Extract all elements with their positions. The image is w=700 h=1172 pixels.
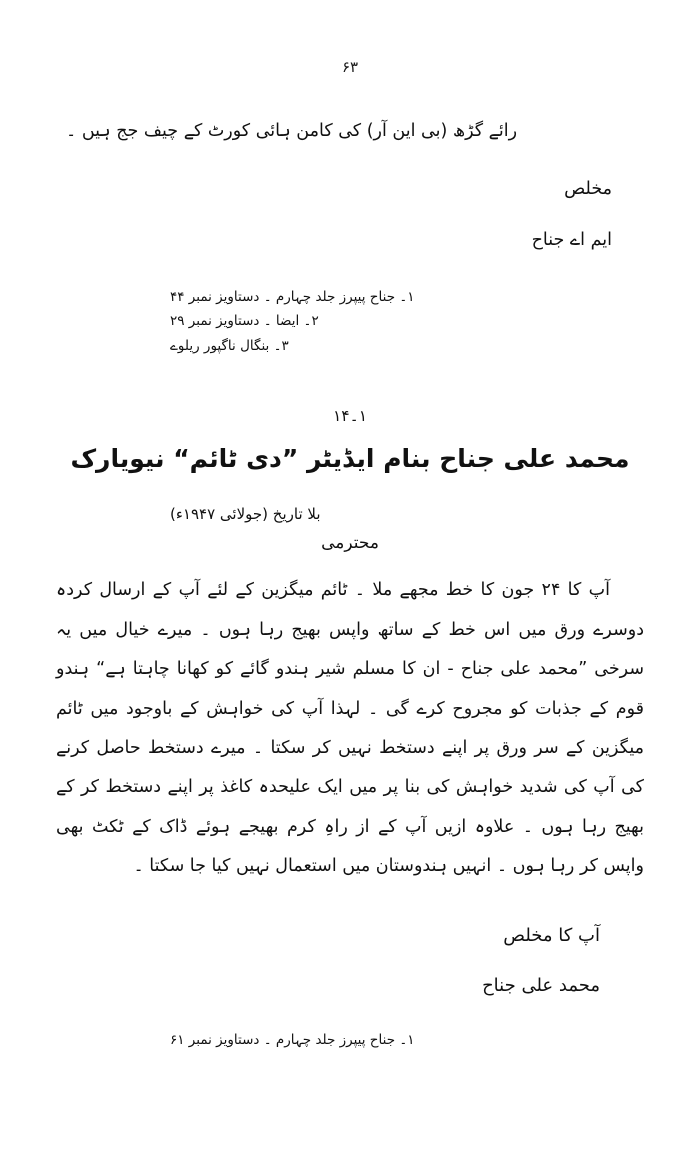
document-title: محمد علی جناح بنام ایڈیٹر ”دی ٹائم“ نیویارک (70, 444, 630, 474)
footnote-item: ۱۔ جناح پیپرز جلد چہارم ۔ دستاویز نمبر ۴۴ (170, 288, 415, 305)
footnote-item: ۳۔ بنگال ناگپور ریلوے (170, 338, 289, 355)
closing-label: آپ کا مخلص (503, 925, 600, 947)
letter-body-paragraph: آپ کا ۲۴ جون کا خط مجھے ملا ۔ ٹائم میگزین کے لئے آپ کے ارسال کردہ دوسرے ورق میں اس خط کے ساتھ واپس بھیج رہا ہوں ۔ میرے خیال میں یہ سرخی ”محمد علی جناح - ان کا مسلم شیر ہندو گائے کو کھانا چاہتا ہے“ ہندو قوم کے جذبات کو مجروح کرے گی ۔ لہذا آپ کی خواہش کے باوجود میں ٹائم میگزین کے سر ورق پر اپنے دستخط نہیں کر سکتا ۔ میرے دستخط حاصل کرنے کی آپ کی شدید خواہش کی بنا پر میں ایک علیحدہ کاغذ پر اپنے دستخط کر کے بھیج رہا ہوں ۔ علاوہ ازیں آپ کے از راہِ کرم بھیجے ہوئے ڈاک کے ٹکٹ بھی واپس کر رہا ہوں ۔ انہیں ہندوستان میں استعمال نہیں کیا جا سکتا ۔ (56, 580, 644, 877)
document-date: بلا تاریخ (جولائی ۱۹۴۷ء) (170, 505, 321, 524)
footnotes-top (0, 285, 700, 360)
signature-name: محمد علی جناح (482, 975, 600, 996)
salutation: محترمی (321, 533, 379, 554)
footnote-bottom: ۱۔ جناح پیپرز جلد چہارم ۔ دستاویز نمبر ۶۱ (170, 1031, 415, 1048)
document-page (0, 58, 700, 1172)
letter-closing (0, 916, 700, 1005)
letter-body (56, 571, 644, 886)
signoff-name: ایم اے جناح (531, 229, 612, 250)
footnote-item: ۲۔ ایضا ۔ دستاویز نمبر ۲۹ (170, 313, 319, 330)
document-number: ۱۔۱۴ (332, 407, 368, 426)
page-number: ۶۳ (341, 58, 359, 76)
signoff-top (0, 171, 700, 259)
top-continuation-line: رائے گڑھ (بی این آر) کی کامن ہائی کورٹ کے چیف جج ہیں ۔ (66, 121, 518, 141)
signoff-closing: مخلص (564, 179, 612, 199)
